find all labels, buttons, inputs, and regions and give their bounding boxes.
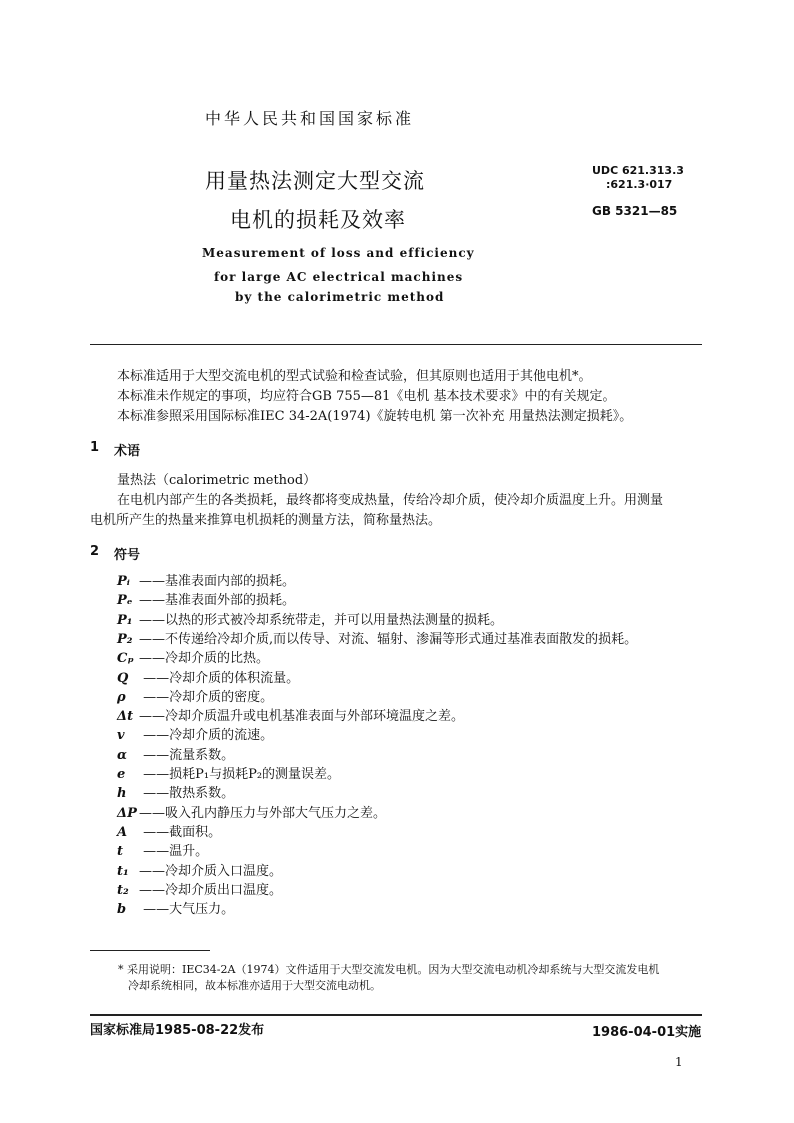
symbol-description: ——流量系数。 bbox=[139, 747, 235, 763]
symbol-row bbox=[117, 647, 269, 666]
symbol-row bbox=[117, 705, 464, 724]
section-1-number: 1 bbox=[90, 440, 100, 455]
english-title-line-2: for large AC electrical machines bbox=[214, 270, 464, 284]
definition-line-1: 在电机内部产生的各类损耗，最终都将变成热量，传给冷却介质，使冷却介质温度上升。用测量 bbox=[117, 493, 664, 508]
footer-divider bbox=[90, 1014, 702, 1016]
symbol-row bbox=[117, 898, 234, 917]
symbol-description: ——基准表面外部的损耗。 bbox=[139, 593, 296, 609]
symbol-description: ——冷却介质入口温度。 bbox=[139, 863, 283, 879]
symbol-row bbox=[117, 744, 234, 763]
symbol-row bbox=[117, 860, 282, 879]
symbol-description: ——冷却介质的比热。 bbox=[139, 651, 270, 667]
symbol-row bbox=[117, 879, 282, 898]
footnote-line-2: 冷却系统相同，故本标准亦适用于大型交流电动机。 bbox=[128, 979, 381, 992]
symbol-row bbox=[117, 840, 208, 859]
symbol-glyph: α bbox=[117, 747, 128, 763]
symbol-glyph: P₁ bbox=[117, 612, 133, 628]
issue-date: 国家标准局1985-08-22发布 bbox=[90, 1023, 265, 1038]
section-1-heading: 术语 bbox=[114, 444, 141, 459]
symbol-description: ——大气压力。 bbox=[139, 902, 235, 918]
section-2-heading: 符号 bbox=[114, 548, 141, 563]
section-2-number: 2 bbox=[90, 544, 100, 559]
footnote-line-1: * 采用说明：IEC34-2A（1974）文件适用于大型交流发电机。因为大型交流电动机冷却系统与大型交流发电机 bbox=[118, 963, 660, 976]
symbol-glyph: b bbox=[117, 902, 127, 918]
symbol-row bbox=[117, 802, 386, 821]
symbol-glyph: e bbox=[117, 767, 126, 782]
symbol-glyph: Cₚ bbox=[117, 651, 134, 667]
page-number: 1 bbox=[675, 1055, 683, 1069]
symbol-glyph: ΔP bbox=[117, 805, 137, 821]
title-line-2: 电机的损耗及效率 bbox=[230, 208, 406, 232]
intro-adoption: 本标准参照采用国际标准IEC 34-2A(1974)《旋转电机 第一次补充 用量热法测定损耗》。 bbox=[117, 409, 633, 424]
symbol-glyph: Δt bbox=[117, 709, 134, 725]
intro-scope: 本标准适用于大型交流电机的型式试验和检查试验，但其原则也适用于其他电机*。 bbox=[117, 369, 592, 384]
symbol-description: ——损耗P₁与损耗P₂的测量误差。 bbox=[139, 767, 341, 782]
effective-date: 1986-04-01实施 bbox=[592, 1025, 702, 1040]
term-calorimetric: 量热法（calorimetric method） bbox=[117, 473, 317, 488]
symbol-glyph: Pᵢ bbox=[117, 574, 130, 589]
gb-number: GB 5321—85 bbox=[592, 204, 678, 218]
symbol-description: ——基准表面内部的损耗。 bbox=[139, 574, 296, 589]
symbol-glyph: Q bbox=[117, 670, 129, 686]
symbol-description: ——冷却介质的流速。 bbox=[139, 728, 274, 744]
symbol-glyph: t₁ bbox=[117, 863, 129, 879]
symbol-description: ——冷却介质温升或电机基准表面与外部环境温度之差。 bbox=[139, 709, 465, 725]
title-line-1: 用量热法测定大型交流 bbox=[205, 169, 425, 193]
symbol-row bbox=[117, 570, 295, 589]
symbol-row bbox=[117, 821, 221, 840]
symbol-glyph: h bbox=[117, 786, 127, 802]
national-standard-heading: 中华人民共和国国家标准 bbox=[205, 109, 415, 128]
symbol-row bbox=[117, 628, 637, 647]
english-title-line-1: Measurement of loss and efficiency bbox=[202, 246, 475, 260]
symbol-description: ——冷却介质的体积流量。 bbox=[139, 670, 300, 686]
symbol-row bbox=[117, 782, 234, 801]
symbol-description: ——冷却介质的密度。 bbox=[139, 689, 274, 705]
symbol-glyph: t bbox=[117, 844, 124, 860]
footnote-divider bbox=[90, 950, 210, 951]
symbol-glyph: ρ bbox=[117, 689, 126, 705]
symbol-description: ——温升。 bbox=[139, 844, 209, 860]
udc-line-1: UDC 621.313.3 bbox=[592, 164, 684, 177]
udc-line-2: :621.3·017 bbox=[606, 178, 673, 191]
symbol-glyph: t₂ bbox=[117, 882, 129, 898]
english-title-line-3: by the calorimetric method bbox=[235, 290, 445, 304]
header-divider bbox=[90, 344, 702, 345]
symbol-glyph: Pₑ bbox=[117, 593, 133, 609]
symbol-description: ——吸入孔内静压力与外部大气压力之差。 bbox=[139, 805, 387, 821]
symbol-glyph: A bbox=[117, 824, 128, 840]
symbol-description: ——截面积。 bbox=[139, 824, 222, 840]
symbol-row bbox=[117, 667, 299, 686]
symbol-description: ——散热系数。 bbox=[139, 786, 235, 802]
symbol-glyph: v bbox=[117, 728, 125, 744]
symbol-row bbox=[117, 763, 340, 782]
definition-line-2: 电机所产生的热量来推算电机损耗的测量方法，简称量热法。 bbox=[90, 513, 442, 528]
symbol-row bbox=[117, 686, 273, 705]
symbol-row bbox=[117, 589, 295, 608]
symbol-description: ——不传递给冷却介质,而以传导、对流、辐射、渗漏等形式通过基准表面散发的损耗。 bbox=[139, 631, 638, 647]
symbol-description: ——以热的形式被冷却系统带走，并可以用量热法测量的损耗。 bbox=[139, 612, 504, 628]
symbol-description: ——冷却介质出口温度。 bbox=[139, 882, 283, 898]
symbol-row bbox=[117, 609, 503, 628]
intro-reference: 本标准未作规定的事项，均应符合GB 755—81《电机 基本技术要求》中的有关规定。 bbox=[117, 389, 616, 404]
symbol-glyph: P₂ bbox=[117, 631, 133, 647]
symbol-row bbox=[117, 724, 273, 743]
